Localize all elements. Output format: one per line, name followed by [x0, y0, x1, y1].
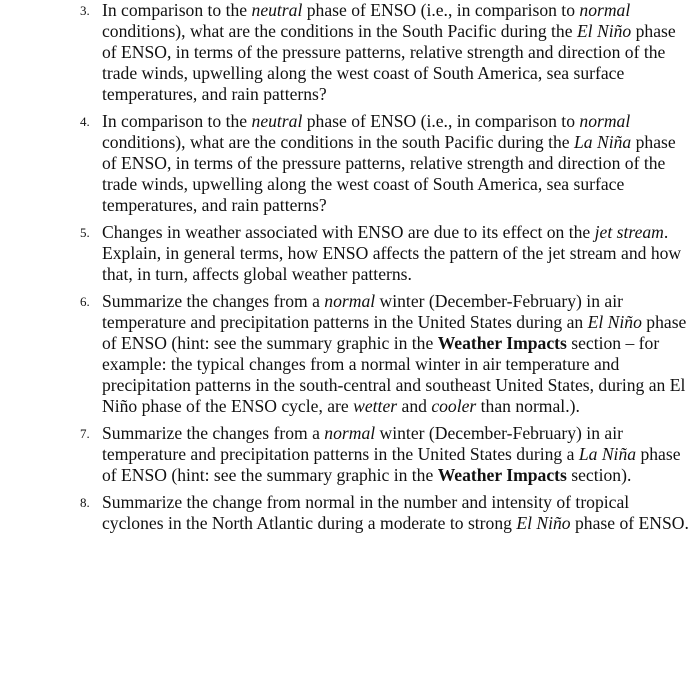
text-segment-bold: Weather Impacts — [437, 465, 567, 485]
text-segment: winter (December-February) in air temperature and precipitation patterns in the United States during an — [102, 291, 623, 332]
text-segment: phase of ENSO, in terms of the pressure patterns, relative strength and direction of the trade winds, upwelling along the west coast of South America, sea surface temperatures, and rain patterns? — [102, 21, 676, 104]
question-number: 8 . — [80, 492, 90, 513]
text-segment-italic: normal — [324, 423, 376, 443]
text-segment: Changes in weather associated with ENSO are due to its effect on the — [102, 222, 595, 242]
text-segment: phase of ENSO (i.e., in comparison to — [302, 111, 580, 131]
text-segment-italic: normal — [579, 111, 631, 131]
question-number: 7 . — [80, 423, 90, 444]
question-number: 6 . — [80, 291, 90, 312]
text-segment-italic: neutral — [251, 111, 303, 131]
text-segment: than normal.). — [476, 396, 580, 416]
question-8 — [80, 492, 692, 534]
question-5 — [80, 222, 692, 285]
text-segment-italic: El Niño — [516, 513, 571, 533]
text-segment: section). — [566, 465, 632, 485]
text-segment-italic: normal — [579, 0, 631, 20]
text-segment: conditions), what are the conditions in the South Pacific during the — [102, 21, 577, 41]
question-number: 4 . — [80, 111, 90, 132]
text-segment: Summarize the changes from a — [102, 291, 325, 311]
text-segment: phase of ENSO (hint: see the summary graphic in the — [102, 312, 687, 353]
text-segment: Summarize the changes from a — [102, 423, 325, 443]
text-segment: winter (December-February) in air temperature and precipitation patterns in the United States during a — [102, 423, 623, 464]
text-segment: . Explain, in general terms, how ENSO affects the pattern of the jet stream and how that, in turn, affects global weather patterns. — [102, 222, 682, 284]
text-segment-italic: neutral — [251, 0, 303, 20]
question-number: 3 . — [80, 0, 90, 21]
question-6 — [80, 291, 692, 417]
text-segment: Summarize the change from normal in the number and intensity of tropical cyclones in the North Atlantic during a moderate to strong — [102, 492, 630, 533]
question-text — [102, 423, 681, 485]
question-text — [102, 222, 681, 284]
text-segment: phase of ENSO (i.e., in comparison to — [302, 0, 580, 20]
question-4 — [80, 111, 692, 216]
text-segment-italic: normal — [324, 291, 376, 311]
text-segment-italic: cooler — [431, 396, 477, 416]
text-segment: In comparison to the — [102, 111, 252, 131]
text-segment-italic: La Niña — [574, 132, 632, 152]
text-segment: In comparison to the — [102, 0, 252, 20]
text-segment: section – for example: the typical changes from a normal winter in air temperature and precipitation patterns in the south-central and southeast United States, during an El Niño phase of the ENSO cycle, are — [102, 333, 686, 416]
text-segment: and — [397, 396, 432, 416]
question-7 — [80, 423, 692, 486]
text-segment-italic: La Niña — [578, 444, 637, 464]
text-segment: phase of ENSO (hint: see the summary graphic in the — [102, 444, 681, 485]
question-text — [102, 492, 689, 533]
question-3 — [80, 0, 692, 105]
text-segment: phase of ENSO, in terms of the pressure patterns, relative strength and direction of the trade winds, upwelling along the west coast of South America, sea surface temperatures, and rain patterns? — [102, 132, 676, 215]
question-text — [102, 0, 676, 104]
text-segment-italic: El Niño — [587, 312, 642, 332]
text-segment-italic: El Niño — [576, 21, 632, 41]
question-list — [80, 0, 692, 540]
question-text — [102, 291, 686, 416]
text-segment-italic: jet stream — [594, 222, 664, 242]
text-segment-italic: wetter — [353, 396, 398, 416]
text-segment: phase of ENSO. — [570, 513, 689, 533]
question-text — [102, 111, 676, 215]
question-number: 5 . — [80, 222, 90, 243]
text-segment-bold: Weather Impacts — [437, 333, 567, 353]
text-segment: conditions), what are the conditions in the south Pacific during the — [102, 132, 574, 152]
